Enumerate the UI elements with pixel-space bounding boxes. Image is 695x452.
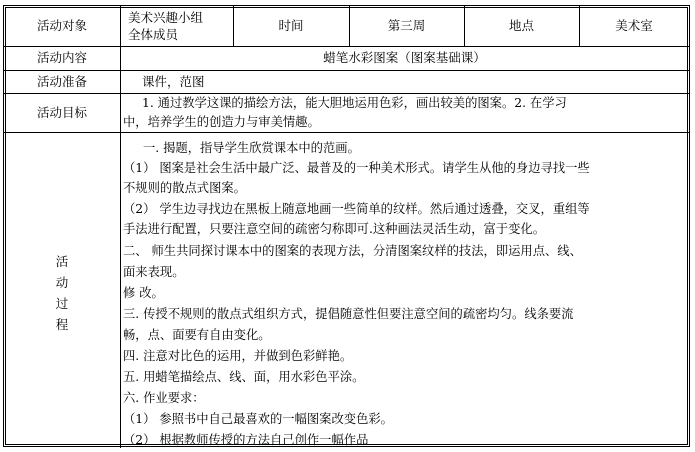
place-value: 美术室 — [615, 18, 653, 33]
process-line: 畅，点、面要有自由变化。 — [123, 328, 271, 342]
process-line: 修 改。 — [123, 286, 164, 300]
process-label-char: 动 — [55, 275, 69, 290]
place-label: 地点 — [508, 18, 534, 33]
process-line: （1） 参照书中自己最喜欢的一幅图案改变色彩。 — [123, 412, 393, 426]
process-line: 四. 注意对比色的运用，并做到色彩鲜艳。 — [123, 349, 353, 363]
process-line: 面来表现。 — [123, 265, 185, 279]
activity-plan-table — [3, 5, 690, 447]
process-line: 六. 作业要求： — [123, 391, 205, 405]
process-line: 五. 用蜡笔描绘点、线、面，用水彩色平涂。 — [123, 370, 365, 384]
target-label: 活动对象 — [36, 18, 87, 33]
label-column-divider — [120, 6, 121, 448]
process-line: （2） 学生边寻找边在黑板上随意地画一些简单的纹样。然后通过透叠，交叉，重组等 — [123, 202, 590, 216]
time-value: 第三周 — [387, 18, 426, 33]
process-line: （1） 图案是社会生活中最广泛、最普及的一种美术形式。请学生从他的身边寻找一些 — [123, 161, 590, 175]
process-label-char: 过 — [55, 296, 69, 311]
row-divider — [4, 132, 689, 133]
goal-line-2: 中，培养学生的创造力与审美情趣。 — [123, 115, 320, 129]
process-line: 一. 揭题，指导学生欣赏课本中的范画。 — [143, 141, 360, 155]
goal-label: 活动目标 — [36, 105, 87, 120]
time-label: 时间 — [278, 18, 304, 33]
process-line: （2） 根据教师传授的方法自己创作一幅作品 — [123, 433, 369, 447]
process-label-char: 程 — [55, 317, 69, 332]
row-divider — [4, 46, 689, 47]
target-value-line2: 全体成员 — [128, 27, 179, 42]
prep-label: 活动准备 — [36, 74, 87, 89]
process-line: 二、 师生共同探讨课本中的图案的表现方法，分清图案纹样的技法，即运用点、线、 — [123, 244, 582, 258]
goal-line-1: 1. 通过教学这课的描绘方法，能大胆地运用色彩，画出较美的图案。2. 在学习 — [142, 96, 567, 110]
process-line: 三. 传授不规则的散点式组织方式，提倡随意性但要注意空间的疏密均匀。线条要流 — [123, 307, 574, 321]
content-value: 蜡笔水彩图案（图案基础课） — [323, 50, 486, 65]
row-divider — [4, 70, 689, 71]
content-label: 活动内容 — [36, 50, 87, 65]
process-line: 手法进行配置，只要注意空间的疏密匀称即可.这种画法灵活生动，富于变化。 — [123, 222, 546, 236]
row-divider — [4, 93, 689, 94]
target-value-line1: 美术兴趣小组 — [128, 10, 204, 25]
prep-value: 课件，范图 — [142, 74, 205, 89]
process-line: 不规则的散点式图案。 — [123, 181, 246, 195]
process-label-char: 活 — [55, 254, 69, 269]
